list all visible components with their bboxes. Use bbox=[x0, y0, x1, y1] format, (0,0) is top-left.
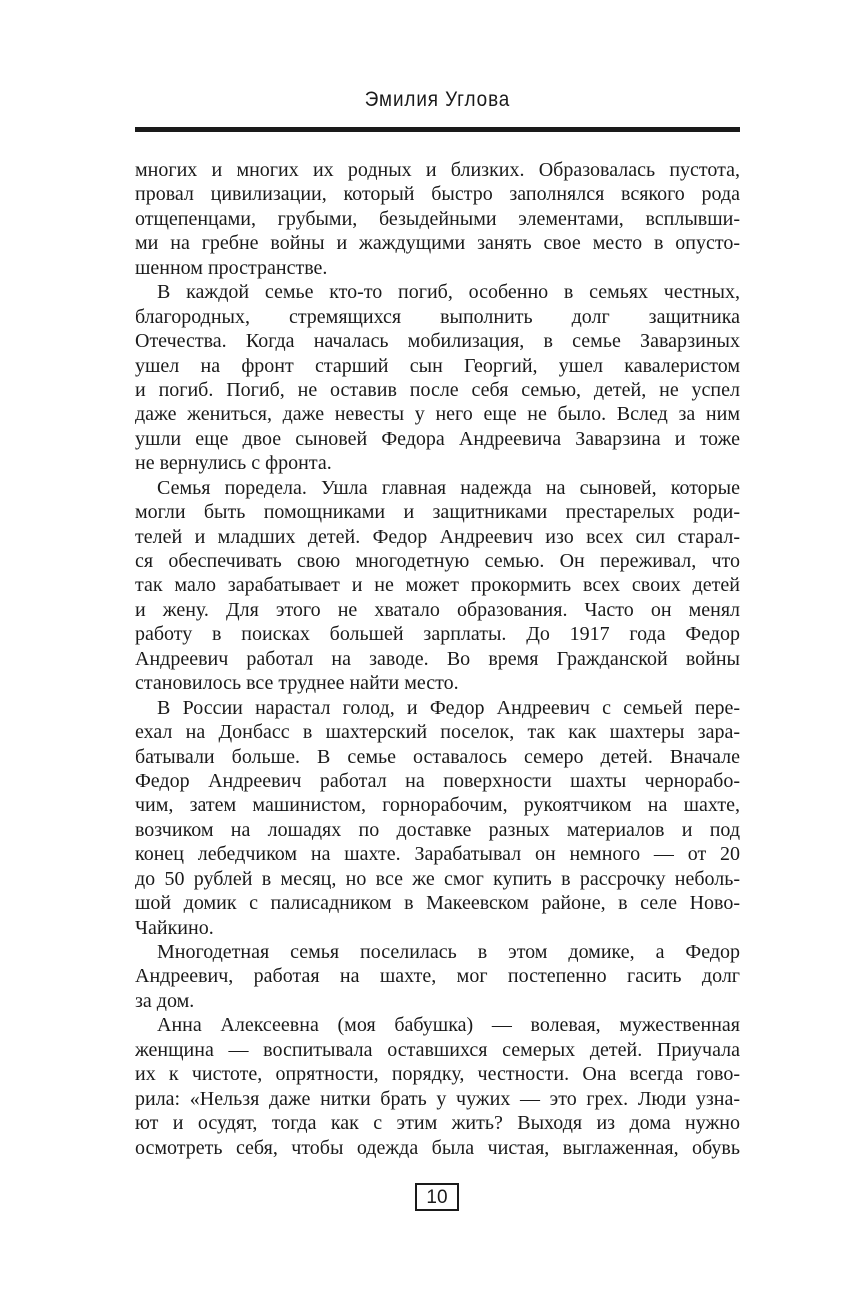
page-number: 10 bbox=[415, 1183, 459, 1211]
text-line: до 50 рублей в месяц, но все же смог купить в рассрочку неболь- bbox=[135, 867, 740, 890]
text-line: телей и младших детей. Федор Андреевич изо всех сил старал- bbox=[135, 525, 740, 548]
page-body-text bbox=[135, 158, 740, 1160]
text-line: ушли еще двое сыновей Федора Андреевича Заварзина и тоже bbox=[135, 427, 740, 450]
text-line: Многодетная семья поселилась в этом домике, а Федор bbox=[157, 941, 740, 963]
text-line: ехал на Донбасс в шахтерский поселок, так как шахтеры зара- bbox=[135, 721, 740, 744]
header-rule bbox=[135, 127, 740, 132]
text-line: Анна Алексеевна (моя бабушка) — волевая, мужественная bbox=[157, 1014, 740, 1037]
text-line: так мало зарабатывает и не может прокормить всех своих детей bbox=[135, 574, 740, 597]
text-line: Андреевич работал на заводе. Во время Гражданской войны bbox=[135, 647, 740, 670]
text-line: даже жениться, даже невесты у него еще не было. Вслед за ним bbox=[135, 403, 740, 426]
text-line: рила: «Нельзя даже нитки брать у чужих — это грех. Люди узна- bbox=[135, 1087, 740, 1110]
text-line: и погиб. Погиб, не оставив после себя семью, детей, не успел bbox=[135, 378, 740, 401]
text-line: и жену. Для этого не хватало образования. Часто он менял bbox=[135, 598, 740, 621]
text-line: работу в поисках большей зарплаты. До 1917 года Федор bbox=[135, 623, 740, 646]
text-line: Федор Андреевич работал на поверхности шахты чернорабо- bbox=[135, 769, 740, 792]
running-header-author: Эмилия Углова bbox=[364, 88, 511, 111]
paragraph bbox=[135, 1013, 740, 1160]
text-line: ся обеспечивать свою многодетную семью. Он переживал, что bbox=[135, 550, 740, 572]
text-line: Чайкино. bbox=[135, 916, 214, 939]
paragraph bbox=[135, 940, 740, 1013]
text-line: возчиком на лошадях по доставке разных материалов и под bbox=[135, 818, 740, 841]
text-line: шенном пространстве. bbox=[135, 256, 328, 279]
text-line: ми на гребне войны и жаждущими занять свое место в опусто- bbox=[135, 232, 740, 255]
text-line: за дом. bbox=[135, 989, 195, 1012]
text-line: становилось все труднее найти место. bbox=[135, 672, 459, 695]
text-line: их к чистоте, опрятности, порядку, честности. Она всегда гово- bbox=[135, 1063, 740, 1086]
text-line: Семья поредела. Ушла главная надежда на сыновей, которые bbox=[157, 476, 740, 499]
text-line: женщина — воспитывала оставшихся семерых детей. Приучала bbox=[135, 1038, 740, 1061]
text-line: отщепенцами, грубыми, безыдейными элементами, всплывши- bbox=[135, 207, 740, 230]
text-line: В России нарастал голод, и Федор Андреевич с семьей пере- bbox=[157, 696, 740, 719]
text-line: батывали больше. В семье оставалось семеро детей. Вначале bbox=[135, 745, 740, 768]
paragraph bbox=[135, 158, 740, 280]
text-line: благородных, стремящихся выполнить долг защитника bbox=[135, 305, 740, 328]
text-line: ют и осудят, тогда как с этим жить? Выходя из дома нужно bbox=[135, 1112, 740, 1135]
text-line: конец лебедчиком на шахте. Зарабатывал он немного — от 20 bbox=[135, 843, 740, 866]
text-line: Отечества. Когда началась мобилизация, в семье Заварзиных bbox=[135, 330, 740, 353]
text-line: ушел на фронт старший сын Георгий, ушел кавалеристом bbox=[135, 354, 740, 377]
text-line: не вернулись с фронта. bbox=[135, 452, 332, 475]
text-line: Андреевич, работая на шахте, мог постепенно гасить долг bbox=[135, 965, 740, 988]
text-line: В каждой семье кто-то погиб, особенно в семьях честных, bbox=[157, 281, 740, 304]
text-line: могли быть помощниками и защитниками престарелых роди- bbox=[135, 501, 740, 524]
text-line: провал цивилизации, который быстро заполнялся всякого рода bbox=[135, 183, 740, 206]
paragraph bbox=[135, 280, 740, 476]
text-line: многих и многих их родных и близких. Образовалась пустота, bbox=[135, 159, 740, 181]
text-line: шой домик с палисадником в Макеевском районе, в селе Ново- bbox=[135, 892, 740, 915]
text-line: чим, затем машинистом, горнорабочим, рукоятчиком на шахте, bbox=[135, 794, 740, 817]
paragraph bbox=[135, 476, 740, 696]
text-line: осмотреть себя, чтобы одежда была чистая, выглаженная, обувь bbox=[135, 1136, 740, 1159]
paragraph bbox=[135, 696, 740, 940]
